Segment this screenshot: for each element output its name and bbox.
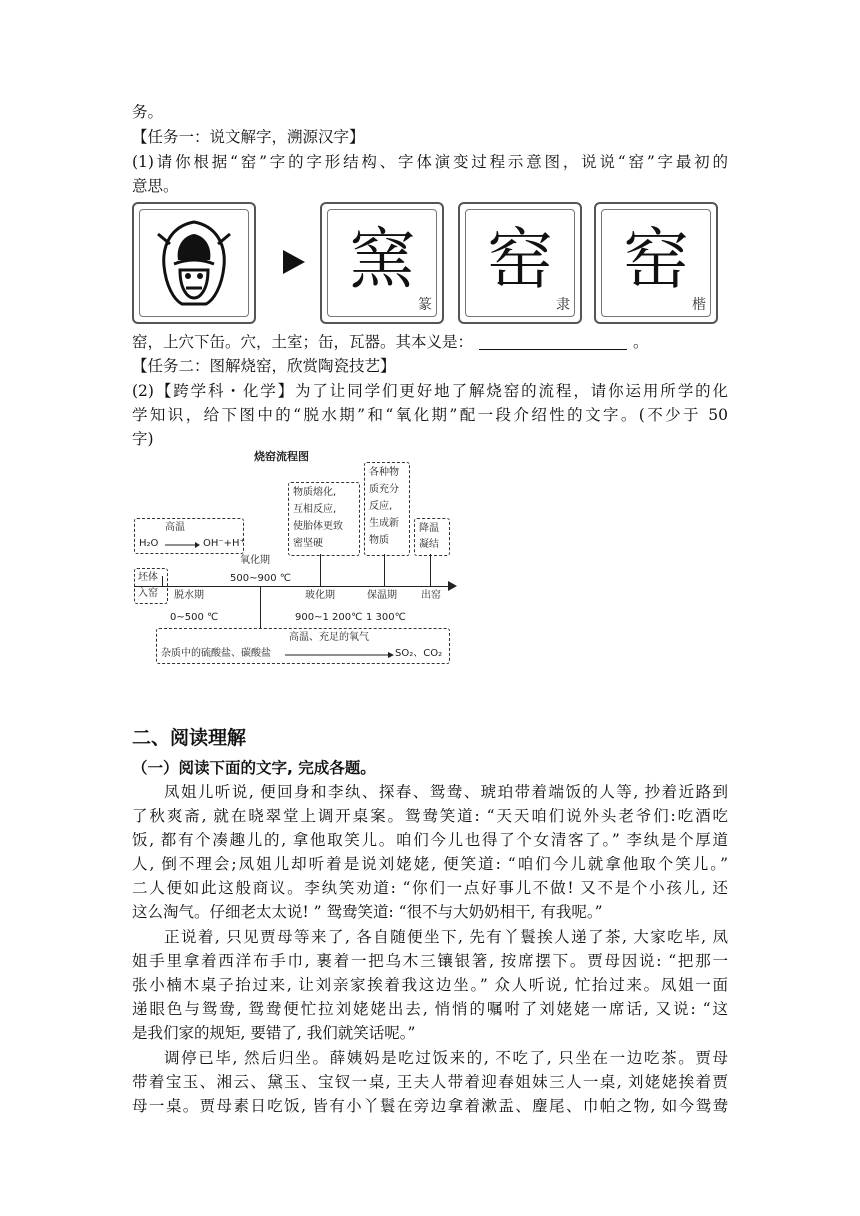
exit-note-box: [414, 518, 450, 556]
question-1-line: (1)请你根据“窑”字的字形结构、字体演变过程示意图，说说“窑”字最初的: [132, 153, 728, 171]
reaction-arrow-icon: [165, 541, 201, 549]
passage-line: 是我们家的规矩, 要错了, 我们就笑话呢。”: [132, 1024, 416, 1042]
question-1-line: 意思。: [132, 177, 179, 195]
section-heading: 二、阅读理解: [132, 727, 247, 749]
timeline-tick: [430, 554, 431, 586]
subsection-heading: （一）阅读下面的文字, 完成各题。: [132, 759, 376, 777]
timeline-tick: [320, 554, 321, 586]
stage-label: 出窑: [421, 590, 441, 601]
passage-line: 带着宝玉、湘云、黛玉、宝钗一桌, 王夫人带着迎春姐妹三人一桌, 刘姥姥挨着贾: [132, 1073, 728, 1091]
stage-temp: 900~1 200℃: [295, 612, 363, 623]
arrow-right-icon: [283, 250, 305, 274]
oxidation-label: 氧化期: [240, 555, 270, 566]
stage-temp: 1 300℃: [366, 612, 406, 623]
timeline-tick: [384, 554, 385, 586]
note-line: 坯体: [138, 572, 158, 583]
passage-line: 正说着, 只见贾母等来了, 各自随便坐下, 先有丫鬟挨人递了茶, 大家吃毕, 凤: [164, 928, 728, 946]
reaction-right: OH⁻+H⁺: [203, 538, 245, 549]
character-evolution-figure: [132, 202, 722, 324]
passage-line: 这么淘气。仔细老太太说! ” 鸳鸯笑道: “很不与大奶奶相干, 有我呢。”: [132, 903, 603, 921]
passage-line: 递眼色与鸳鸯, 鸳鸯便忙拉刘姥姥出去, 悄悄的嘱咐了刘姥姥一席话, 又说: “这: [132, 1000, 728, 1018]
answer-blank[interactable]: [479, 333, 627, 350]
note-line: 物质: [369, 535, 389, 546]
note-line: 密坚硬: [293, 538, 323, 549]
passage-line: 母一桌。贾母素日吃饭, 皆有小丫鬟在旁边拿着漱盂、麈尾、巾帕之物, 如今鸳鸯: [132, 1097, 728, 1115]
question-2-line: 学知识，给下图中的“脱水期”和“氧化期”配一段介绍性的文字。(不少于 50: [132, 406, 728, 424]
passage-line: 人, 倒不理会;凤姐儿却听着是说刘姥姥, 便笑道: “咱们今儿就拿他取个笑儿。”: [132, 855, 728, 873]
stage-temp: 0~500 ℃: [170, 612, 219, 623]
seal-glyph: 窯: [349, 221, 415, 298]
timeline-tick: [162, 576, 163, 586]
timeline-arrow-icon: [448, 581, 457, 591]
note-line: 各种物: [369, 467, 399, 478]
passage-line: 张小楠木桌子抬过来, 让刘亲家挨着我这边坐。” 众人听说, 忙抬过来。凤姐一面: [132, 976, 728, 994]
passage-line: 调停已毕, 然后归坐。薛姨妈是吃过饭来的, 不吃了, 只坐在一边吃茶。贾母: [164, 1049, 728, 1067]
dehydrate-reaction-box: [134, 518, 244, 554]
oracle-glyph-box: [132, 202, 256, 324]
stage-label: 脱水期: [174, 590, 204, 601]
regular-glyph: 窑: [623, 221, 689, 298]
kiln-flow-chart: [132, 448, 462, 666]
note-line: 物质熔化,: [293, 487, 337, 498]
hold-note-box: [364, 462, 410, 556]
reaction-condition: 高温: [165, 522, 185, 533]
clerical-script-box: [458, 202, 582, 324]
reaction-arrow-icon: [285, 651, 395, 659]
note-line: 降温: [419, 523, 439, 534]
stage-label: 玻化期: [305, 590, 335, 601]
question-2-line: 字): [132, 430, 154, 448]
note-line: 质充分: [369, 484, 399, 495]
note-line: 入窑: [138, 588, 158, 599]
flow-title: 烧窑流程图: [254, 450, 309, 463]
answer-prompt: 窑，上穴下缶。穴，土室；缶，瓦器。其本义是：: [132, 333, 474, 351]
passage-line: 饭, 都有个凑趣儿的, 拿他取笑儿。咱们今儿也得了个女清客了。” 李纨是个厚道: [132, 831, 728, 849]
script-style-label: 篆: [418, 297, 432, 313]
passage-line: 凤姐儿听说, 便回身和李纨、探春、鸳鸯、琥珀带着端饭的人等, 抄着近路到: [164, 783, 728, 801]
script-style-label: 隶: [556, 297, 570, 313]
stage-label: 保温期: [367, 590, 397, 601]
script-style-label: 楷: [692, 297, 706, 313]
timeline-tick: [260, 586, 261, 628]
reaction-right: SO₂、CO₂: [395, 648, 443, 659]
note-line: 凝结: [419, 539, 439, 550]
note-line: 反应,: [369, 501, 393, 512]
passage-line: 二人便如此这般商议。李纨笑劝道: “你们一点好事儿不做! 又不是个小孩儿, 还: [132, 879, 728, 897]
regular-script-box: [594, 202, 718, 324]
timeline-axis: [134, 586, 450, 587]
reaction-left: 杂质中的硫酸盐、碳酸盐: [161, 648, 271, 659]
clerical-glyph: 窑: [487, 221, 553, 298]
text-line: 务。: [132, 103, 164, 121]
oxidation-temp: 500~900 ℃: [230, 573, 291, 584]
seal-script-box: [320, 202, 444, 324]
task2-title: 【任务二：图解烧窑，欣赏陶瓷技艺】: [132, 357, 396, 375]
reaction-condition: 高温、充足的氧气: [289, 632, 369, 643]
reaction-left: H₂O: [139, 538, 159, 549]
passage-line: 了秋爽斋, 就在晓翠堂上调开桌案。鸳鸯笑道: “天天咱们说外头老爷们:吃酒吃: [132, 807, 728, 825]
note-line: 互相反应,: [293, 504, 337, 515]
note-line: 生成新: [369, 518, 399, 529]
answer-end: 。: [633, 333, 649, 351]
answer-line: [132, 331, 649, 353]
note-line: 使胎体更致: [293, 521, 343, 532]
oxidation-reaction-box: [156, 628, 450, 664]
passage-line: 姐手里拿着西洋布手巾, 裹着一把乌木三镶银箸, 按席摆下。贾母因说: “把那一: [132, 952, 728, 970]
task1-title: 【任务一：说文解字，溯源汉字】: [132, 128, 365, 146]
vitrify-note-box: [288, 482, 360, 556]
ancient-pictograph-icon: [134, 204, 254, 322]
question-2-line: (2)【跨学科・化学】为了让同学们更好地了解烧窑的流程，请你运用所学的化: [132, 382, 728, 400]
